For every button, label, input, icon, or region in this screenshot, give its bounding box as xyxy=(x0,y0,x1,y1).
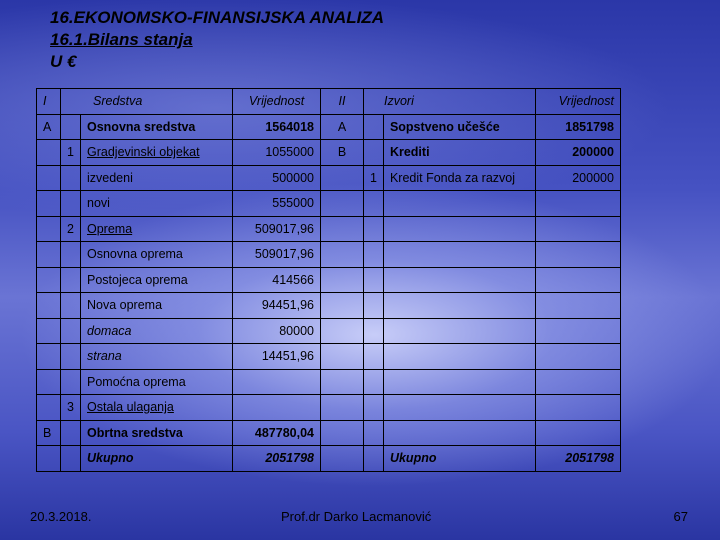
cell-num-right xyxy=(364,318,384,344)
cell-num xyxy=(61,191,81,217)
cell-label-right xyxy=(383,216,535,242)
cell-num xyxy=(61,293,81,319)
cell-value: 500000 xyxy=(233,165,321,191)
cell-value: 509017,96 xyxy=(233,242,321,268)
cell-label-right xyxy=(383,242,535,268)
cell-group xyxy=(37,140,61,166)
table-total-row xyxy=(37,446,621,472)
cell-group xyxy=(37,191,61,217)
cell-num-right xyxy=(364,395,384,421)
cell-value-right: 200000 xyxy=(535,140,620,166)
cell-num: 2 xyxy=(61,216,81,242)
header-assets-value: Vrijednost xyxy=(233,89,321,115)
header-assets-num: I xyxy=(37,89,61,115)
table-row xyxy=(37,114,621,140)
cell-label: strana xyxy=(81,344,233,370)
cell-num xyxy=(61,369,81,395)
cell-group-right: A xyxy=(321,114,364,140)
cell-group-right xyxy=(321,369,364,395)
cell-group xyxy=(37,267,61,293)
cell-label-right xyxy=(383,318,535,344)
table-row xyxy=(37,420,621,446)
cell-num xyxy=(61,267,81,293)
cell-label-right xyxy=(383,267,535,293)
currency-label: U € xyxy=(50,52,77,71)
total-value-sources: 2051798 xyxy=(535,446,620,472)
cell-num-right xyxy=(364,242,384,268)
cell-num: 3 xyxy=(61,395,81,421)
cell-value-right xyxy=(535,267,620,293)
cell-group-right xyxy=(321,446,364,472)
cell-label-right xyxy=(383,191,535,217)
table-row xyxy=(37,293,621,319)
cell-label: novi xyxy=(81,191,233,217)
table-row xyxy=(37,140,621,166)
table-row xyxy=(37,216,621,242)
cell-label-right xyxy=(383,293,535,319)
cell-label: Osnovna sredstva xyxy=(81,114,233,140)
cell-value-right xyxy=(535,369,620,395)
cell-group-right xyxy=(321,420,364,446)
cell-group-right xyxy=(321,267,364,293)
cell-label: Postojeca oprema xyxy=(81,267,233,293)
header-sources-num: II xyxy=(321,89,364,115)
cell-group-right: B xyxy=(321,140,364,166)
cell-value: 555000 xyxy=(233,191,321,217)
cell-value-right xyxy=(535,216,620,242)
cell-group-right xyxy=(321,216,364,242)
cell-value: 80000 xyxy=(233,318,321,344)
cell-value: 509017,96 xyxy=(233,216,321,242)
header-assets-label: Sredstva xyxy=(61,89,233,115)
table-row xyxy=(37,344,621,370)
cell-value-right xyxy=(535,191,620,217)
cell-num-right xyxy=(364,191,384,217)
slide-title: 16.EKONOMSKO-FINANSIJSKA ANALIZA xyxy=(50,8,385,27)
cell-label: Gradjevinski objekat xyxy=(81,140,233,166)
cell-num xyxy=(61,318,81,344)
cell-value-right xyxy=(535,420,620,446)
cell-num-right xyxy=(364,267,384,293)
cell-group-right xyxy=(321,318,364,344)
cell-num xyxy=(61,242,81,268)
cell-num-right xyxy=(364,420,384,446)
total-label-assets: Ukupno xyxy=(81,446,233,472)
cell-value: 1055000 xyxy=(233,140,321,166)
cell-group-right xyxy=(321,293,364,319)
cell-value-right xyxy=(535,293,620,319)
cell-label-right: Kredit Fonda za razvoj xyxy=(383,165,535,191)
cell-group xyxy=(37,318,61,344)
cell-label-right xyxy=(383,420,535,446)
cell-num xyxy=(61,114,81,140)
cell-group: A xyxy=(37,114,61,140)
cell-num-right xyxy=(364,114,384,140)
cell-value: 414566 xyxy=(233,267,321,293)
cell-group xyxy=(37,446,61,472)
table-row xyxy=(37,191,621,217)
cell-value-right xyxy=(535,318,620,344)
cell-value xyxy=(233,395,321,421)
cell-label: Osnovna oprema xyxy=(81,242,233,268)
cell-num xyxy=(61,446,81,472)
cell-group: B xyxy=(37,420,61,446)
cell-value-right: 200000 xyxy=(535,165,620,191)
cell-group xyxy=(37,293,61,319)
cell-num xyxy=(61,420,81,446)
footer-author: Prof.dr Darko Lacmanović xyxy=(281,509,432,524)
table-row xyxy=(37,267,621,293)
cell-num-right xyxy=(364,446,384,472)
cell-num-right xyxy=(364,369,384,395)
cell-value-right xyxy=(535,344,620,370)
cell-value: 487780,04 xyxy=(233,420,321,446)
balance-sheet-table xyxy=(36,88,621,472)
cell-label: Nova oprema xyxy=(81,293,233,319)
cell-label-right: Krediti xyxy=(383,140,535,166)
cell-group xyxy=(37,165,61,191)
cell-label: Pomoćna oprema xyxy=(81,369,233,395)
cell-label-right xyxy=(383,395,535,421)
cell-label: Obrtna sredstva xyxy=(81,420,233,446)
cell-label-right xyxy=(383,344,535,370)
cell-value-right xyxy=(535,242,620,268)
cell-group xyxy=(37,369,61,395)
cell-value: 1564018 xyxy=(233,114,321,140)
cell-num-right xyxy=(364,344,384,370)
table-row xyxy=(37,369,621,395)
cell-value-right xyxy=(535,395,620,421)
cell-group-right xyxy=(321,242,364,268)
cell-num-right: 1 xyxy=(364,165,384,191)
slide-subtitle: 16.1.Bilans stanja xyxy=(50,30,193,49)
cell-label-right xyxy=(383,369,535,395)
cell-group xyxy=(37,242,61,268)
cell-num xyxy=(61,344,81,370)
cell-value xyxy=(233,369,321,395)
total-value-assets: 2051798 xyxy=(233,446,321,472)
cell-group-right xyxy=(321,165,364,191)
cell-group-right xyxy=(321,395,364,421)
cell-value-right: 1851798 xyxy=(535,114,620,140)
total-label-sources: Ukupno xyxy=(383,446,535,472)
cell-label: Ostala ulaganja xyxy=(81,395,233,421)
cell-num-right xyxy=(364,216,384,242)
table-row xyxy=(37,242,621,268)
cell-value: 14451,96 xyxy=(233,344,321,370)
cell-group-right xyxy=(321,191,364,217)
cell-num-right xyxy=(364,293,384,319)
table-header-row xyxy=(37,89,621,115)
cell-group xyxy=(37,395,61,421)
cell-group-right xyxy=(321,344,364,370)
cell-label: domaca xyxy=(81,318,233,344)
cell-group xyxy=(37,344,61,370)
table-row xyxy=(37,165,621,191)
cell-value: 94451,96 xyxy=(233,293,321,319)
cell-label: izvedeni xyxy=(81,165,233,191)
footer-date: 20.3.2018. xyxy=(30,509,92,524)
table-row xyxy=(37,395,621,421)
cell-num-right xyxy=(364,140,384,166)
cell-group xyxy=(37,216,61,242)
cell-label-right: Sopstveno učešće xyxy=(383,114,535,140)
header-sources-label: Izvori xyxy=(364,89,536,115)
cell-num xyxy=(61,165,81,191)
table-row xyxy=(37,318,621,344)
page-number: 67 xyxy=(673,509,688,524)
cell-num: 1 xyxy=(61,140,81,166)
cell-label: Oprema xyxy=(81,216,233,242)
header-sources-value: Vrijednost xyxy=(535,89,620,115)
